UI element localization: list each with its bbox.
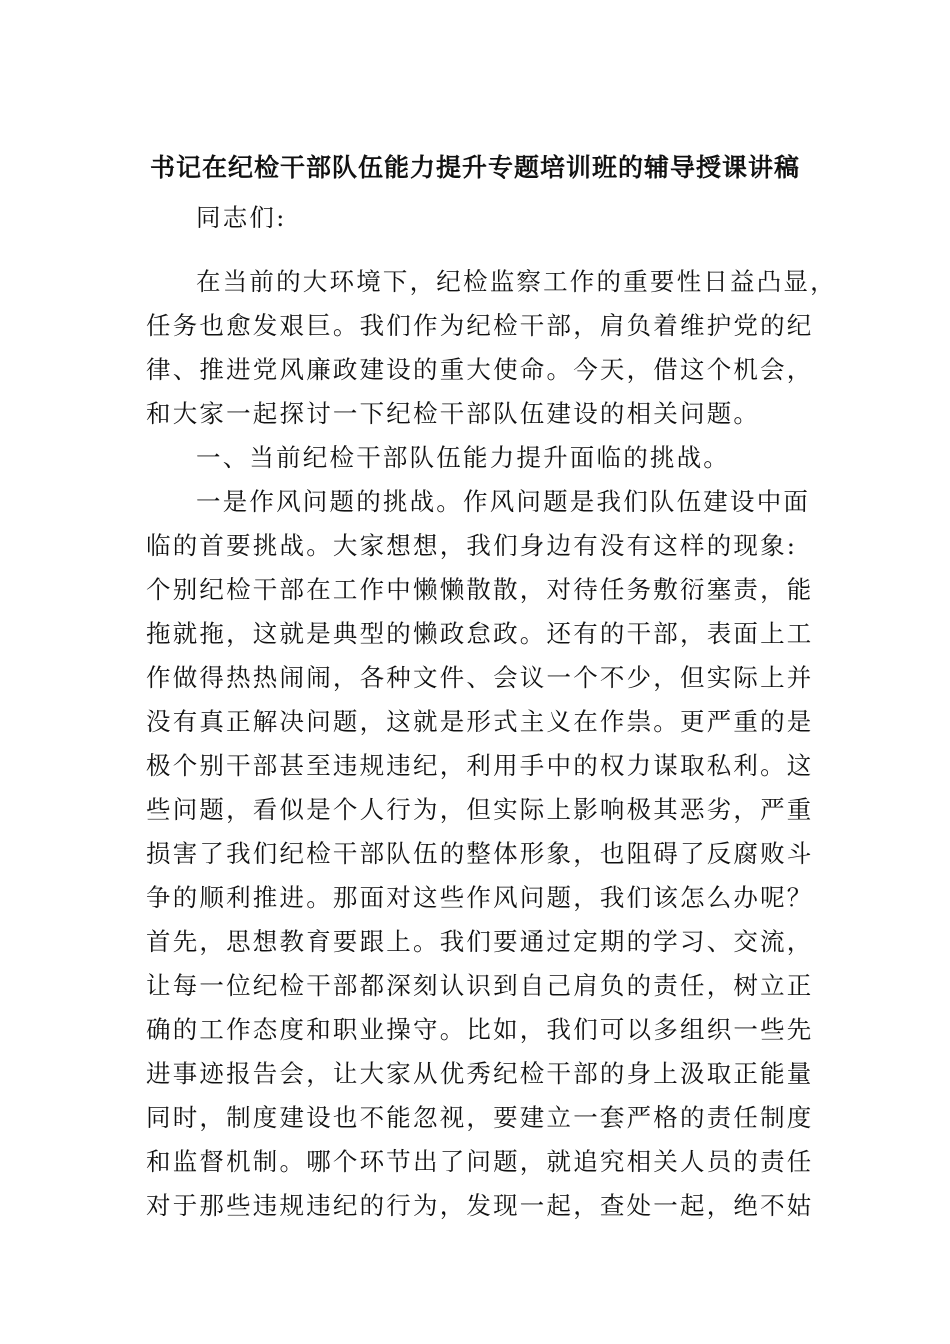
body-line: 极个别干部甚至违规违纪，利用手中的权力谋取私利。这 <box>146 751 814 780</box>
body-line: 同时，制度建设也不能忽视，要建立一套严格的责任制度 <box>146 1103 814 1132</box>
salutation: 同志们: <box>196 203 287 232</box>
body-line: 确的工作态度和职业操守。比如，我们可以多组织一些先 <box>146 1015 814 1044</box>
body-line: 任务也愈发艰巨。我们作为纪检干部，肩负着维护党的纪 <box>146 311 814 340</box>
body-line: 损害了我们纪检干部队伍的整体形象，也阻碍了反腐败斗 <box>146 839 814 868</box>
body-line: 首先，思想教育要跟上。我们要通过定期的学习、交流， <box>146 927 814 956</box>
body-line: 让每一位纪检干部都深刻认识到自己肩负的责任，树立正 <box>146 971 814 1000</box>
body-line: 对于那些违规违纪的行为，发现一起，查处一起，绝不姑 <box>146 1191 814 1220</box>
body-line: 作做得热热闹闹，各种文件、会议一个不少，但实际上并 <box>146 663 814 692</box>
section-heading: 一、当前纪检干部队伍能力提升面临的挑战。 <box>196 443 730 472</box>
body-line: 和监督机制。哪个环节出了问题，就追究相关人员的责任 <box>146 1147 814 1176</box>
body-line: 些问题，看似是个人行为，但实际上影响极其恶劣，严重 <box>146 795 814 824</box>
body-line: 一是作风问题的挑战。作风问题是我们队伍建设中面 <box>196 487 811 516</box>
body-line: 拖就拖，这就是典型的懒政怠政。还有的干部，表面上工 <box>146 619 814 648</box>
body-line: 争的顺利推进。那面对这些作风问题，我们该怎么办呢？ <box>146 883 814 912</box>
body-line: 律、推进党风廉政建设的重大使命。今天，借这个机会， <box>146 355 814 384</box>
body-line: 个别纪检干部在工作中懒懒散散，对待任务敷衍塞责，能 <box>146 575 814 604</box>
body-line: 进事迹报告会，让大家从优秀纪检干部的身上汲取正能量 <box>146 1059 814 1088</box>
body-line: 没有真正解决问题，这就是形式主义在作祟。更严重的是 <box>146 707 814 736</box>
body-line: 和大家一起探讨一下纪检干部队伍建设的相关问题。 <box>146 399 761 428</box>
body-line: 临的首要挑战。大家想想，我们身边有没有这样的现象: <box>146 531 798 560</box>
body-line: 在当前的大环境下，纪检监察工作的重要性日益凸显， <box>196 267 837 296</box>
document-title: 书记在纪检干部队伍能力提升专题培训班的辅导授课讲稿 <box>149 153 800 182</box>
